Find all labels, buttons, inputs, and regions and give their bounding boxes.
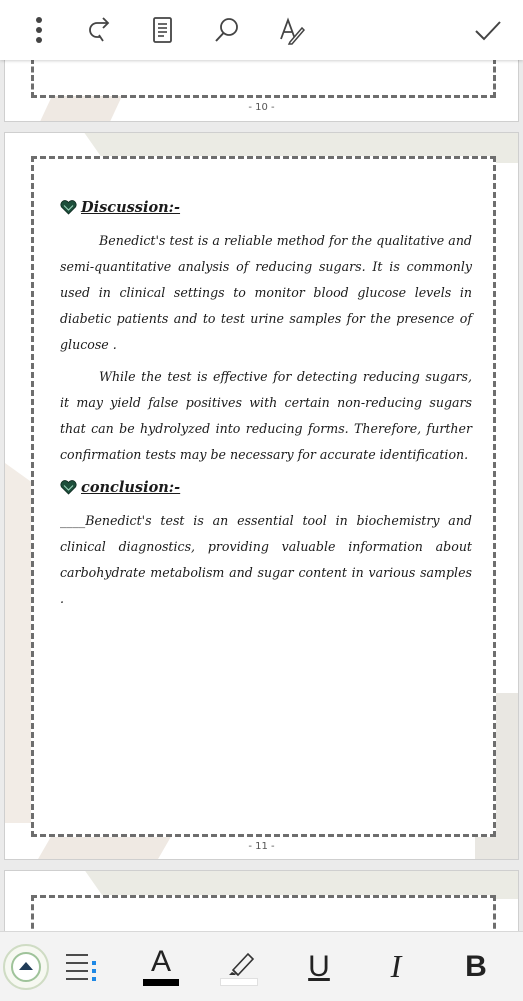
conclusion-heading-text: conclusion:- <box>81 478 181 496</box>
bold-label: B <box>465 949 487 983</box>
collapse-toolbar-button[interactable] <box>0 932 52 1001</box>
page-number: - 11 - <box>248 841 275 852</box>
page-view-icon <box>150 15 176 45</box>
underline-label: U <box>308 949 330 983</box>
highlight-button[interactable] <box>218 932 260 1001</box>
checkmark-icon <box>473 15 503 45</box>
format-text-button[interactable] <box>270 10 310 50</box>
search-icon <box>212 15 242 45</box>
page-view-button[interactable] <box>143 10 183 50</box>
discussion-heading-text: Discussion:- <box>81 198 181 216</box>
format-toolbar <box>0 931 523 1001</box>
conclusion-text: Benedict's test is an essential tool in biochemistry and clinical diagnostics, providing valuable information about carbohydrate metabolism and sugar content in various samples . <box>60 513 472 606</box>
bold-button[interactable] <box>455 932 497 1001</box>
format-text-icon <box>275 15 305 45</box>
app-logo-icon <box>1 942 51 992</box>
top-toolbar <box>0 0 523 60</box>
redo-button[interactable] <box>80 10 120 50</box>
discussion-heading <box>60 196 472 218</box>
search-button[interactable] <box>207 10 247 50</box>
done-button[interactable] <box>468 10 508 50</box>
more-options-button[interactable] <box>19 10 59 50</box>
discussion-paragraph: Benedict's test is a reliable method for the qualitative and semi-quantitative analysis of reducing sugars. It is commonly used in clinical settings to monitor blood glucose levels in diabetic patients and to test urine samples for the presence of glucose . <box>60 233 472 352</box>
underline-button[interactable] <box>298 932 340 1001</box>
conclusion-blank: ____ <box>60 513 86 528</box>
heart-icon <box>60 480 77 495</box>
font-color-label: A <box>150 944 171 978</box>
highlighter-icon <box>221 948 257 978</box>
font-color-button[interactable] <box>140 932 182 1001</box>
more-options-icon <box>34 15 44 45</box>
font-color-swatch <box>143 979 179 986</box>
highlight-color-swatch <box>220 978 258 986</box>
discussion-paragraph: While the test is effective for detecting reducing sugars, it may yield false positives with certain non-reducing sugars that can be hydrolyzed into reducing forms. Therefore, further confirmation tests may be necessary for accurate identification. <box>60 369 472 462</box>
italic-label: I <box>390 948 402 984</box>
page-number: - 10 - <box>248 102 275 113</box>
italic-button[interactable] <box>375 932 417 1001</box>
redo-icon <box>85 15 115 45</box>
heart-icon <box>60 200 77 215</box>
document-page <box>4 132 519 860</box>
conclusion-heading <box>60 476 472 498</box>
conclusion-paragraph <box>60 508 472 612</box>
list-style-button[interactable] <box>60 932 102 1001</box>
page-content <box>60 196 472 612</box>
list-icon <box>63 951 99 983</box>
